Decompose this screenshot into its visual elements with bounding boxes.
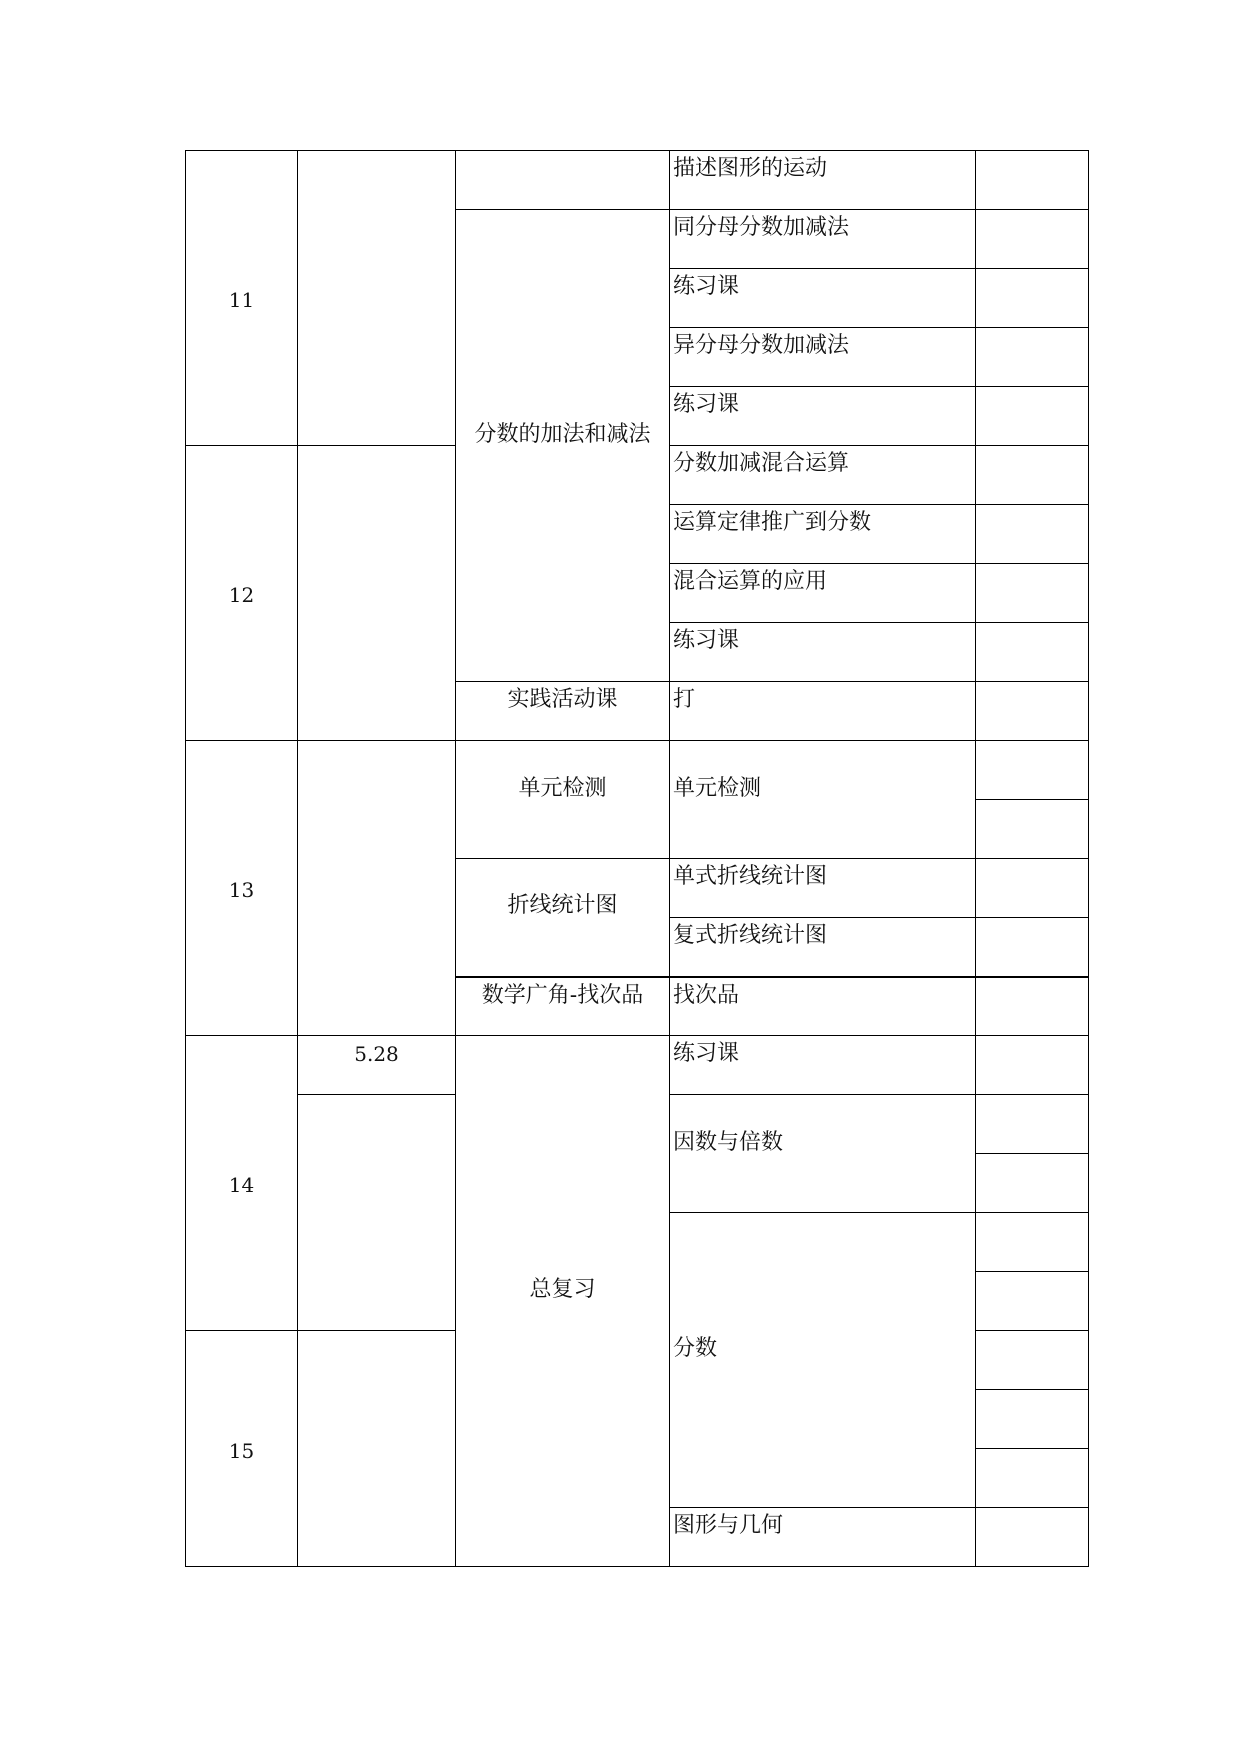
lesson-cell: 单元检测 bbox=[670, 741, 976, 859]
unit-cell: 数学广角-找次品 bbox=[456, 977, 670, 1036]
lesson-cell: 复式折线统计图 bbox=[670, 918, 976, 977]
lesson-cell: 混合运算的应用 bbox=[670, 564, 976, 623]
unit-cell: 分数的加法和减法 bbox=[456, 210, 670, 682]
lesson-cell: 找次品 bbox=[670, 977, 976, 1036]
lesson-cell: 单式折线统计图 bbox=[670, 859, 976, 918]
unit-cell bbox=[456, 151, 670, 210]
table-row bbox=[186, 741, 1089, 800]
unit-cell: 实践活动课 bbox=[456, 682, 670, 741]
note-cell bbox=[976, 505, 1089, 564]
week-cell: 11 bbox=[186, 151, 298, 446]
date-cell bbox=[298, 1095, 456, 1331]
week-cell: 14 bbox=[186, 1036, 298, 1331]
lesson-cell: 描述图形的运动 bbox=[670, 151, 976, 210]
unit-cell: 单元检测 bbox=[456, 741, 670, 859]
note-cell bbox=[976, 1331, 1089, 1390]
lesson-cell: 同分母分数加减法 bbox=[670, 210, 976, 269]
note-cell bbox=[976, 918, 1089, 977]
week-cell: 13 bbox=[186, 741, 298, 1036]
date-cell bbox=[298, 741, 456, 1036]
note-cell bbox=[976, 210, 1089, 269]
note-cell bbox=[976, 977, 1089, 1036]
date-cell bbox=[298, 151, 456, 446]
lesson-cell: 练习课 bbox=[670, 1036, 976, 1095]
lesson-cell: 练习课 bbox=[670, 387, 976, 446]
note-cell bbox=[976, 741, 1089, 800]
lesson-cell: 分数 bbox=[670, 1213, 976, 1508]
lesson-cell: 练习课 bbox=[670, 623, 976, 682]
note-cell bbox=[976, 1154, 1089, 1213]
lesson-cell: 因数与倍数 bbox=[670, 1095, 976, 1213]
lesson-cell: 运算定律推广到分数 bbox=[670, 505, 976, 564]
date-cell bbox=[298, 1331, 456, 1567]
note-cell bbox=[976, 1213, 1089, 1272]
note-cell bbox=[976, 623, 1089, 682]
note-cell bbox=[976, 328, 1089, 387]
unit-cell: 折线统计图 bbox=[456, 859, 670, 977]
note-cell bbox=[976, 1272, 1089, 1331]
note-cell bbox=[976, 859, 1089, 918]
lesson-cell: 打 bbox=[670, 682, 976, 741]
lesson-cell: 练习课 bbox=[670, 269, 976, 328]
note-cell bbox=[976, 1036, 1089, 1095]
note-cell bbox=[976, 1390, 1089, 1449]
lesson-cell: 分数加减混合运算 bbox=[670, 446, 976, 505]
note-cell bbox=[976, 1095, 1089, 1154]
note-cell bbox=[976, 682, 1089, 741]
table-row bbox=[186, 151, 1089, 210]
week-cell: 12 bbox=[186, 446, 298, 741]
note-cell bbox=[976, 387, 1089, 446]
note-cell bbox=[976, 564, 1089, 623]
table-row bbox=[186, 1036, 1089, 1095]
lesson-cell: 图形与几何 bbox=[670, 1508, 976, 1567]
note-cell bbox=[976, 800, 1089, 859]
note-cell bbox=[976, 269, 1089, 328]
unit-cell: 总复习 bbox=[456, 1036, 670, 1567]
note-cell bbox=[976, 151, 1089, 210]
date-cell bbox=[298, 446, 456, 741]
teaching-schedule-table bbox=[185, 150, 1089, 1567]
note-cell bbox=[976, 1449, 1089, 1508]
week-cell: 15 bbox=[186, 1331, 298, 1567]
lesson-cell: 异分母分数加减法 bbox=[670, 328, 976, 387]
note-cell bbox=[976, 1508, 1089, 1567]
note-cell bbox=[976, 446, 1089, 505]
date-cell: 5.28 bbox=[298, 1036, 456, 1095]
